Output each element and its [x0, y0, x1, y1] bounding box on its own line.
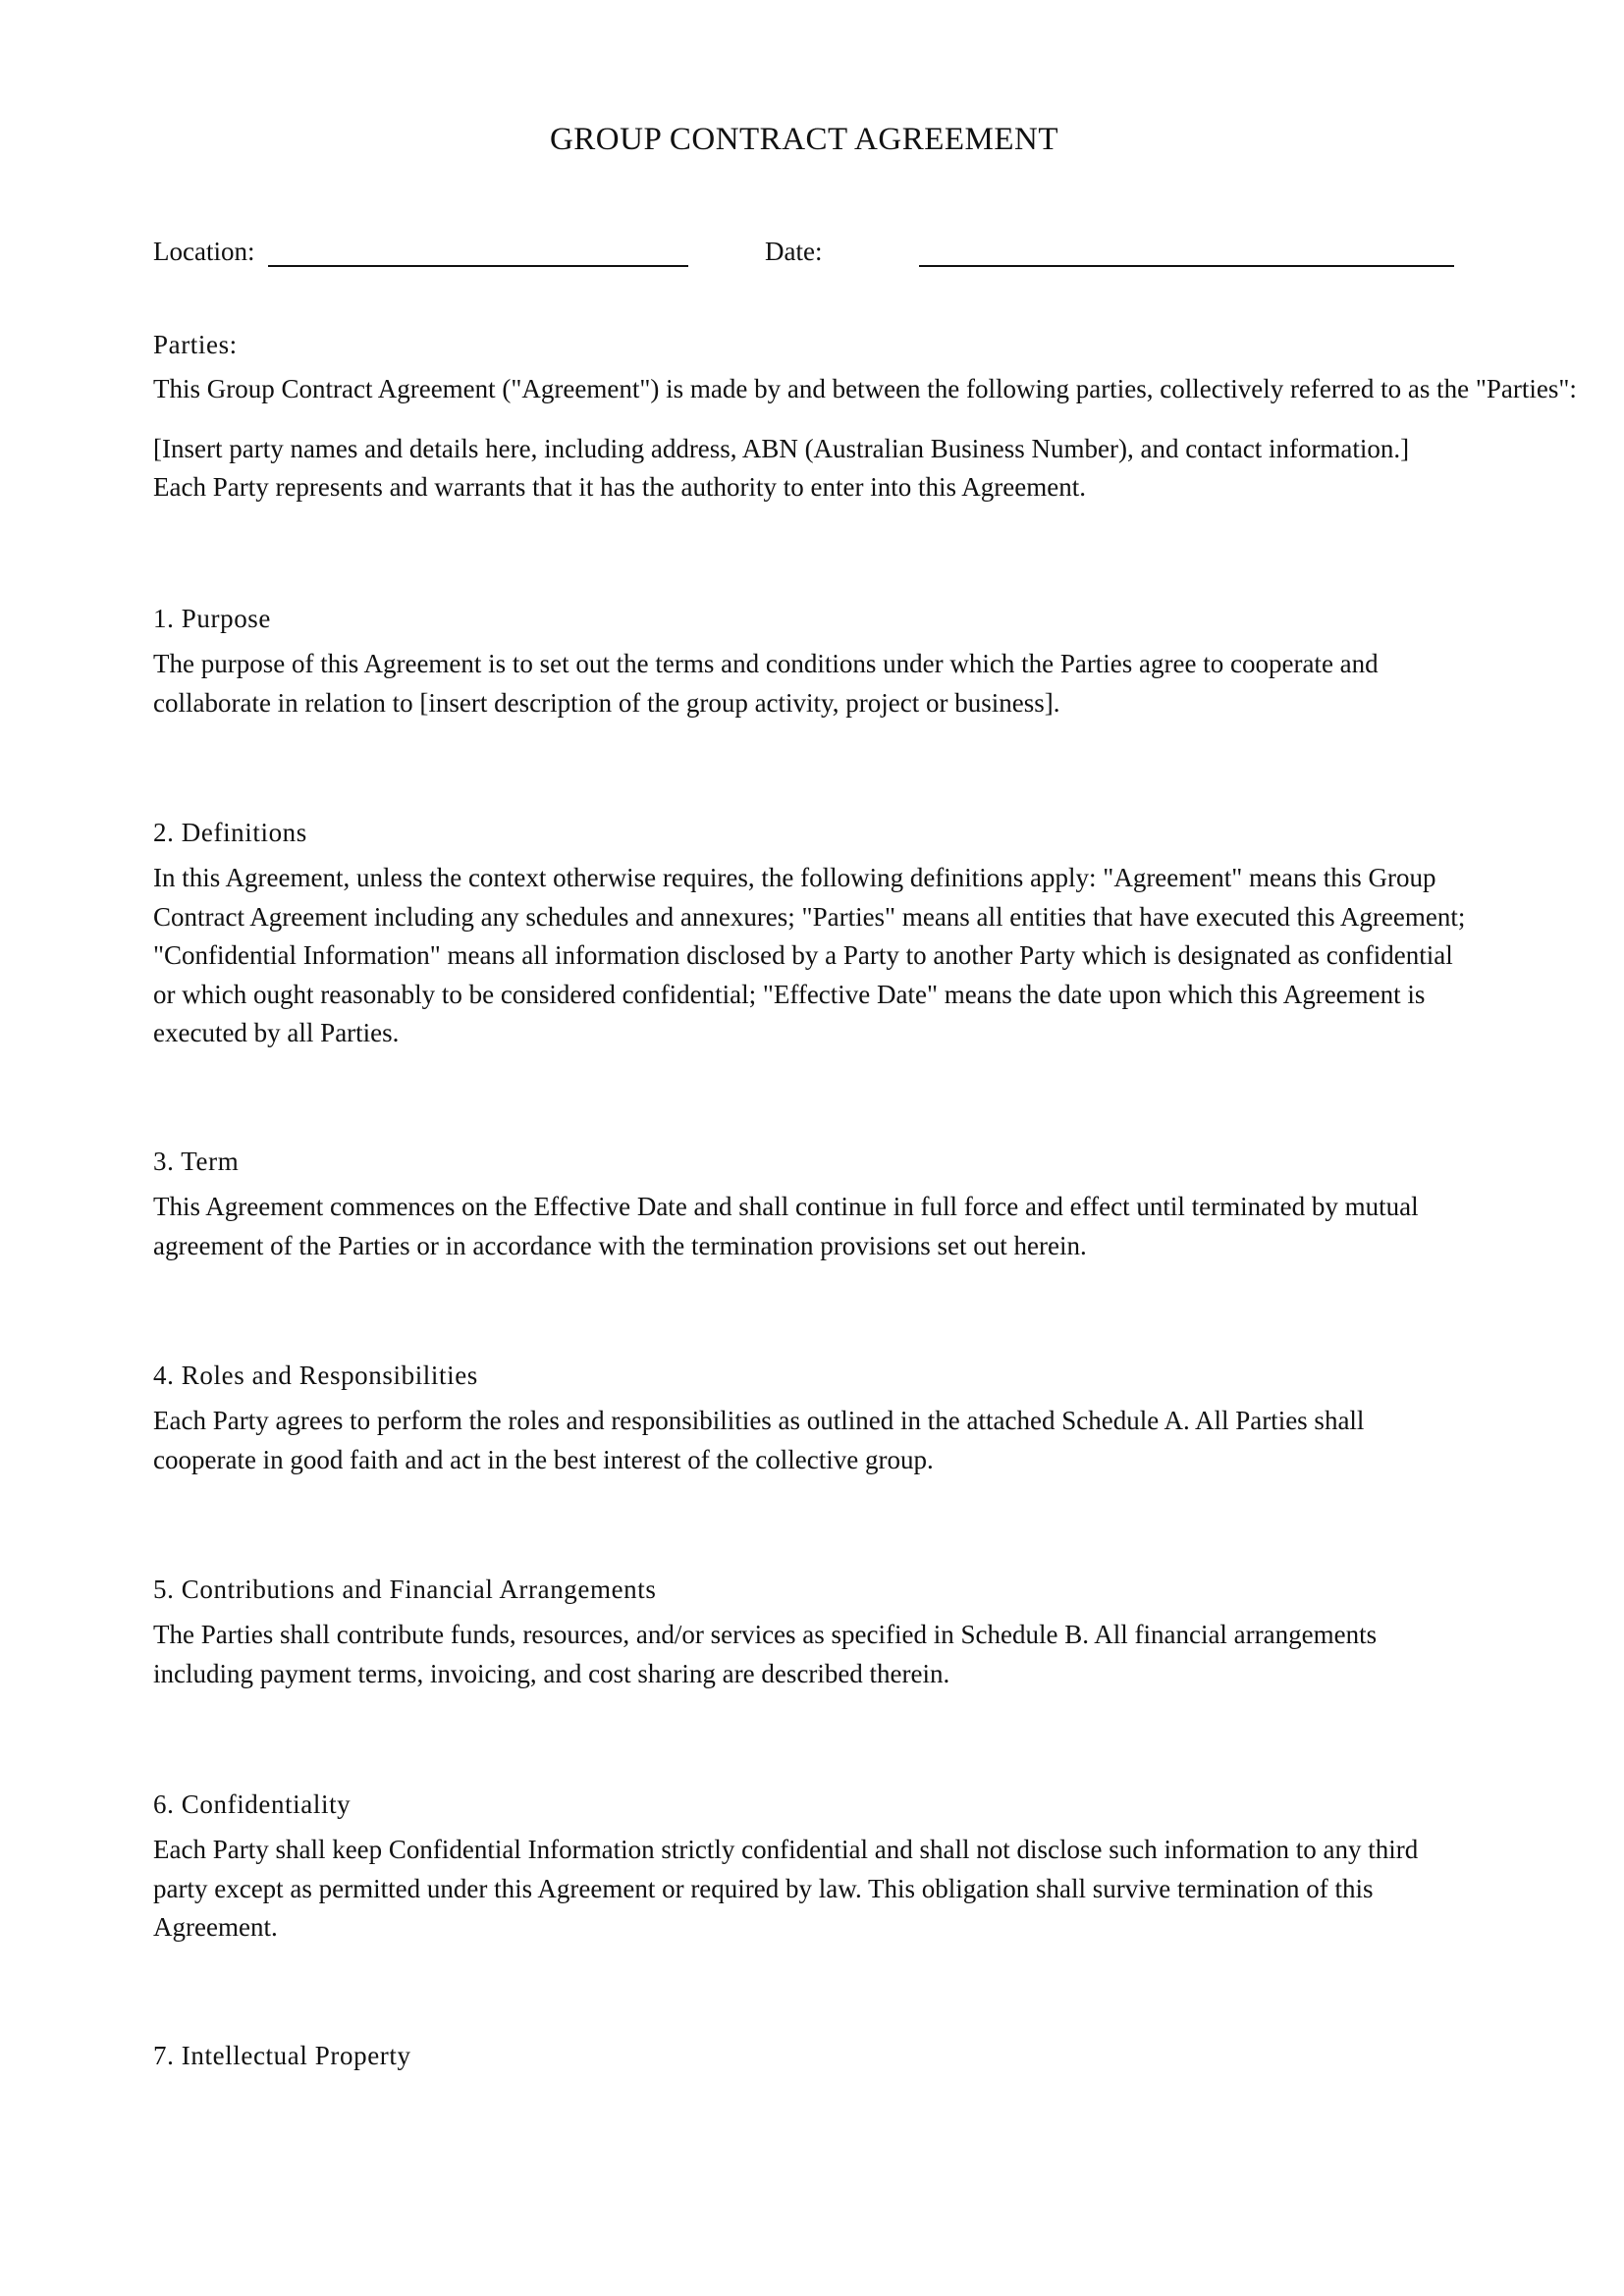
- location-field[interactable]: [268, 265, 688, 267]
- section-roles-heading: 4. Roles and Responsibilities: [153, 1361, 478, 1390]
- section-confidentiality-heading: 6. Confidentiality: [153, 1789, 352, 1819]
- date-label: Date:: [765, 237, 823, 266]
- section-roles-body: Each Party agrees to perform the roles and responsibilities as outlined in the attached Schedule A. All Parties shall cooperate in good faith and act in the best interest of the collective group.: [153, 1406, 1365, 1474]
- location-label: Location:: [153, 237, 255, 266]
- section-definitions-heading: 2. Definitions: [153, 818, 307, 847]
- page-title: GROUP CONTRACT AGREEMENT: [549, 122, 1059, 157]
- date-field[interactable]: [919, 265, 1454, 267]
- section-purpose-body: The purpose of this Agreement is to set out the terms and conditions under which the Parties agree to cooperate and collaborate in relation to [insert description of the group activity, project or business].: [153, 649, 1379, 718]
- parties-placeholder: [Insert party names and details here, including address, ABN (Australian Business Number), and contact information.]: [153, 434, 1410, 463]
- parties-warranty: Each Party represents and warrants that it has the authority to enter into this Agreement.: [153, 472, 1086, 502]
- section-term-body: This Agreement commences on the Effective Date and shall continue in full force and effect until terminated by mutual agreement of the Parties or in accordance with the termination provisions set out herein.: [153, 1192, 1419, 1260]
- section-ip-heading: 7. Intellectual Property: [153, 2041, 411, 2070]
- section-contributions-body: The Parties shall contribute funds, resources, and/or services as specified in Schedule B. All financial arrangements including payment terms, invoicing, and cost sharing are described therein.: [153, 1620, 1378, 1688]
- section-term-heading: 3. Term: [153, 1147, 240, 1176]
- section-contributions-heading: 5. Contributions and Financial Arrangements: [153, 1575, 657, 1604]
- parties-intro: This Group Contract Agreement ("Agreement") is made by and between the following parties, collectively referred to as the "Parties":: [153, 374, 1577, 403]
- section-definitions-body: In this Agreement, unless the context otherwise requires, the following definitions apply: "Agreement" means this Group Contract Agreement including any schedules and annexures; "Parties" means all entities that have executed this Agreement; "Confidential Information" means all information disclosed by a Party to another Party which is designated as confidential or which ought reasonably to be considered confidential; "Effective Date" means the date upon which this Agreement is executed by all Parties.: [153, 863, 1466, 1047]
- parties-heading: Parties:: [153, 330, 238, 359]
- section-confidentiality-body: Each Party shall keep Confidential Information strictly confidential and shall not disclose such information to any third party except as permitted under this Agreement or required by law. This obligation shall survive termination of this Agreement.: [153, 1835, 1419, 1942]
- section-purpose-heading: 1. Purpose: [153, 604, 271, 633]
